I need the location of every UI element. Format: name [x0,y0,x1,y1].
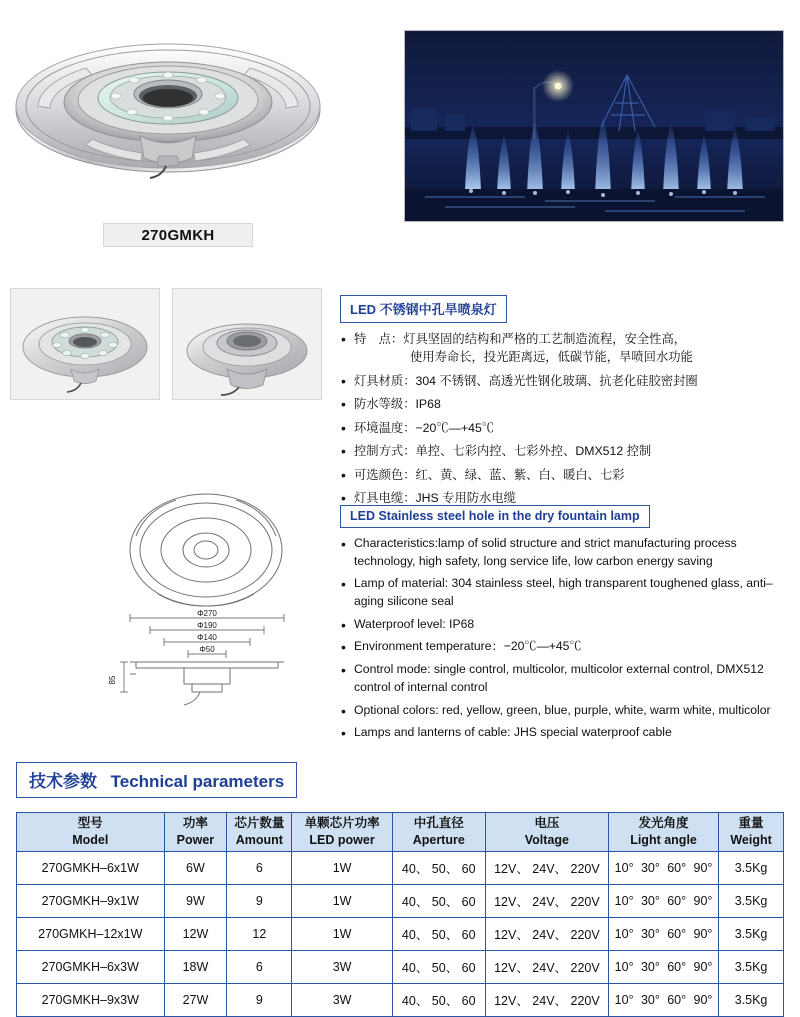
table-header-model: 型号 Model [17,813,165,852]
table-header-power: 功率 Power [164,813,227,852]
spec-cn-label-4: 控制方式： [354,444,416,459]
lamp-angle-view-thumbnail [172,288,322,400]
spec-en-item-4: • Control mode: single control, multicolor, multicolor external control, DMX512 control of internal control [340,661,792,696]
cell-led-power: 1W [292,884,392,917]
spec-cn-label-3: 环境温度： [354,420,416,435]
lamp-top-view-thumbnail [10,288,160,400]
hero-model-label: 270GMKH [103,223,253,247]
table-row [17,884,784,917]
cell-light-angle: 10° 30° 60° 90° [608,917,718,950]
cell-weight: 3.5Kg [719,983,784,1016]
cell-aperture: 40、 50、 60 [392,917,485,950]
svg-text:85: 85 [108,675,117,685]
cell-weight: 3.5Kg [719,950,784,983]
table-header [17,813,784,852]
cell-amount: 6 [227,851,292,884]
table-header-light-angle: 发光角度 Light angle [608,813,718,852]
spec-english-title: LED Stainless steel hole in the dry fountain lamp [340,505,650,528]
dimension-drawing [88,488,338,718]
spec-cn-item-0 [340,330,792,367]
cell-voltage: 12V、 24V、 220V [485,917,608,950]
cell-amount: 6 [227,950,292,983]
cell-amount: 9 [227,983,292,1016]
svg-text:Φ50: Φ50 [199,645,215,654]
spec-en-item-1: • Lamp of material: 304 stainless steel, high transparent toughened glass, anti–aging silicone seal [340,575,792,610]
top-section [0,0,800,262]
cell-model: 270GMKH–9x3W [17,983,165,1016]
spec-chinese-block [340,295,792,513]
spec-cn-label-6: 灯具电缆： [354,491,416,506]
spec-cn-text-3: −20℃—+45℃ [415,420,495,435]
cell-voltage: 12V、 24V、 220V [485,950,608,983]
spec-chinese-list [340,330,792,508]
spec-cn-item-3 [340,419,792,437]
cell-weight: 3.5Kg [719,851,784,884]
table-header-led-power: 单颗芯片功率 LED power [292,813,392,852]
table-header-weight: 重量 Weight [719,813,784,852]
spec-english-block [340,505,792,747]
spec-cn-text-4: 单控、七彩内控、七彩外控、DMX512 控制 [415,444,652,459]
cell-weight: 3.5Kg [719,917,784,950]
fountain-night-scene-photo [404,30,784,222]
cell-aperture: 40、 50、 60 [392,983,485,1016]
spec-cn-text-1: 304 不锈钢、高透光性钢化玻璃、抗老化硅胶密封圈 [415,373,698,388]
cell-led-power: 3W [292,950,392,983]
table-header-amount: 芯片数量 Amount [227,813,292,852]
spec-cn-item-4 [340,442,792,460]
technical-parameters-table [16,812,784,1017]
spec-cn-label-2: 防水等级： [354,397,416,412]
cell-model: 270GMKH–6x3W [17,950,165,983]
spec-cn-item-5 [340,466,792,484]
cell-power: 18W [164,950,227,983]
spec-cn-label-0: 特 点： [354,332,404,346]
table-row [17,851,784,884]
cell-voltage: 12V、 24V、 220V [485,983,608,1016]
table-row [17,950,784,983]
svg-text:Φ190: Φ190 [197,621,217,630]
cell-power: 9W [164,884,227,917]
spec-chinese-title: LED 不锈钢中孔旱喷泉灯 [340,295,507,323]
cell-power: 6W [164,851,227,884]
svg-text:Φ140: Φ140 [197,633,217,642]
spec-cn-text-5: 红、黄、绿、蓝、紫、白、暖白、七彩 [415,467,625,482]
cell-led-power: 1W [292,917,392,950]
spec-cn-item-1 [340,372,792,390]
spec-en-item-5: • Optional colors: red, yellow, green, blue, purple, white, warm white, multicolor [340,702,792,720]
cell-voltage: 12V、 24V、 220V [485,884,608,917]
cell-model: 270GMKH–12x1W [17,917,165,950]
cell-weight: 3.5Kg [719,884,784,917]
table-header-row [17,813,784,852]
tech-title-en: Technical parameters [110,772,285,791]
cell-aperture: 40、 50、 60 [392,950,485,983]
spec-cn-label-5: 可选颜色： [354,467,416,482]
spec-en-item-6: • Lamps and lanterns of cable: JHS special waterproof cable [340,724,792,742]
spec-cn-text2-0: 使用寿命长，投光距离远，低碳节能，旱喷回水功能 [410,350,693,365]
spec-cn-item-2 [340,395,792,413]
spec-english-list [340,535,792,742]
cell-light-angle: 10° 30° 60° 90° [608,983,718,1016]
led-fountain-lamp-photo [8,18,328,188]
table-header-voltage: 电压 Voltage [485,813,608,852]
cell-voltage: 12V、 24V、 220V [485,851,608,884]
spec-en-item-2: • Waterproof level: IP68 [340,616,792,634]
table-row [17,983,784,1016]
cell-amount: 9 [227,884,292,917]
cell-light-angle: 10° 30° 60° 90° [608,884,718,917]
cell-aperture: 40、 50、 60 [392,851,485,884]
technical-parameters-heading [16,762,297,798]
spec-en-item-3: • Environment temperature：−20℃—+45℃ [340,638,792,656]
spec-en-item-0: • Characteristics:lamp of solid structure and strict manufacturing process technology, high safety, long service life, low carbon energy saving [340,535,792,570]
cell-model: 270GMKH–9x1W [17,884,165,917]
spec-cn-text-6: JHS 专用防水电缆 [415,491,516,506]
cell-light-angle: 10° 30° 60° 90° [608,851,718,884]
cell-power: 12W [164,917,227,950]
cell-model: 270GMKH–6x1W [17,851,165,884]
spec-cn-text-0: 灯具坚固的结构和严格的工艺制造流程，安全性高， [403,332,687,346]
table-body [17,851,784,1016]
cell-power: 27W [164,983,227,1016]
spec-cn-label-1: 灯具材质： [354,373,416,388]
table-header-aperture: 中孔直径 Aperture [392,813,485,852]
cell-aperture: 40、 50、 60 [392,884,485,917]
table-row [17,917,784,950]
svg-text:Φ270: Φ270 [197,609,217,618]
tech-title-cn: 技术参数 [29,772,97,791]
cell-amount: 12 [227,917,292,950]
cell-led-power: 3W [292,983,392,1016]
hero-product-block [8,18,338,244]
cell-led-power: 1W [292,851,392,884]
spec-cn-text-2: IP68 [415,397,441,412]
cell-light-angle: 10° 30° 60° 90° [608,950,718,983]
